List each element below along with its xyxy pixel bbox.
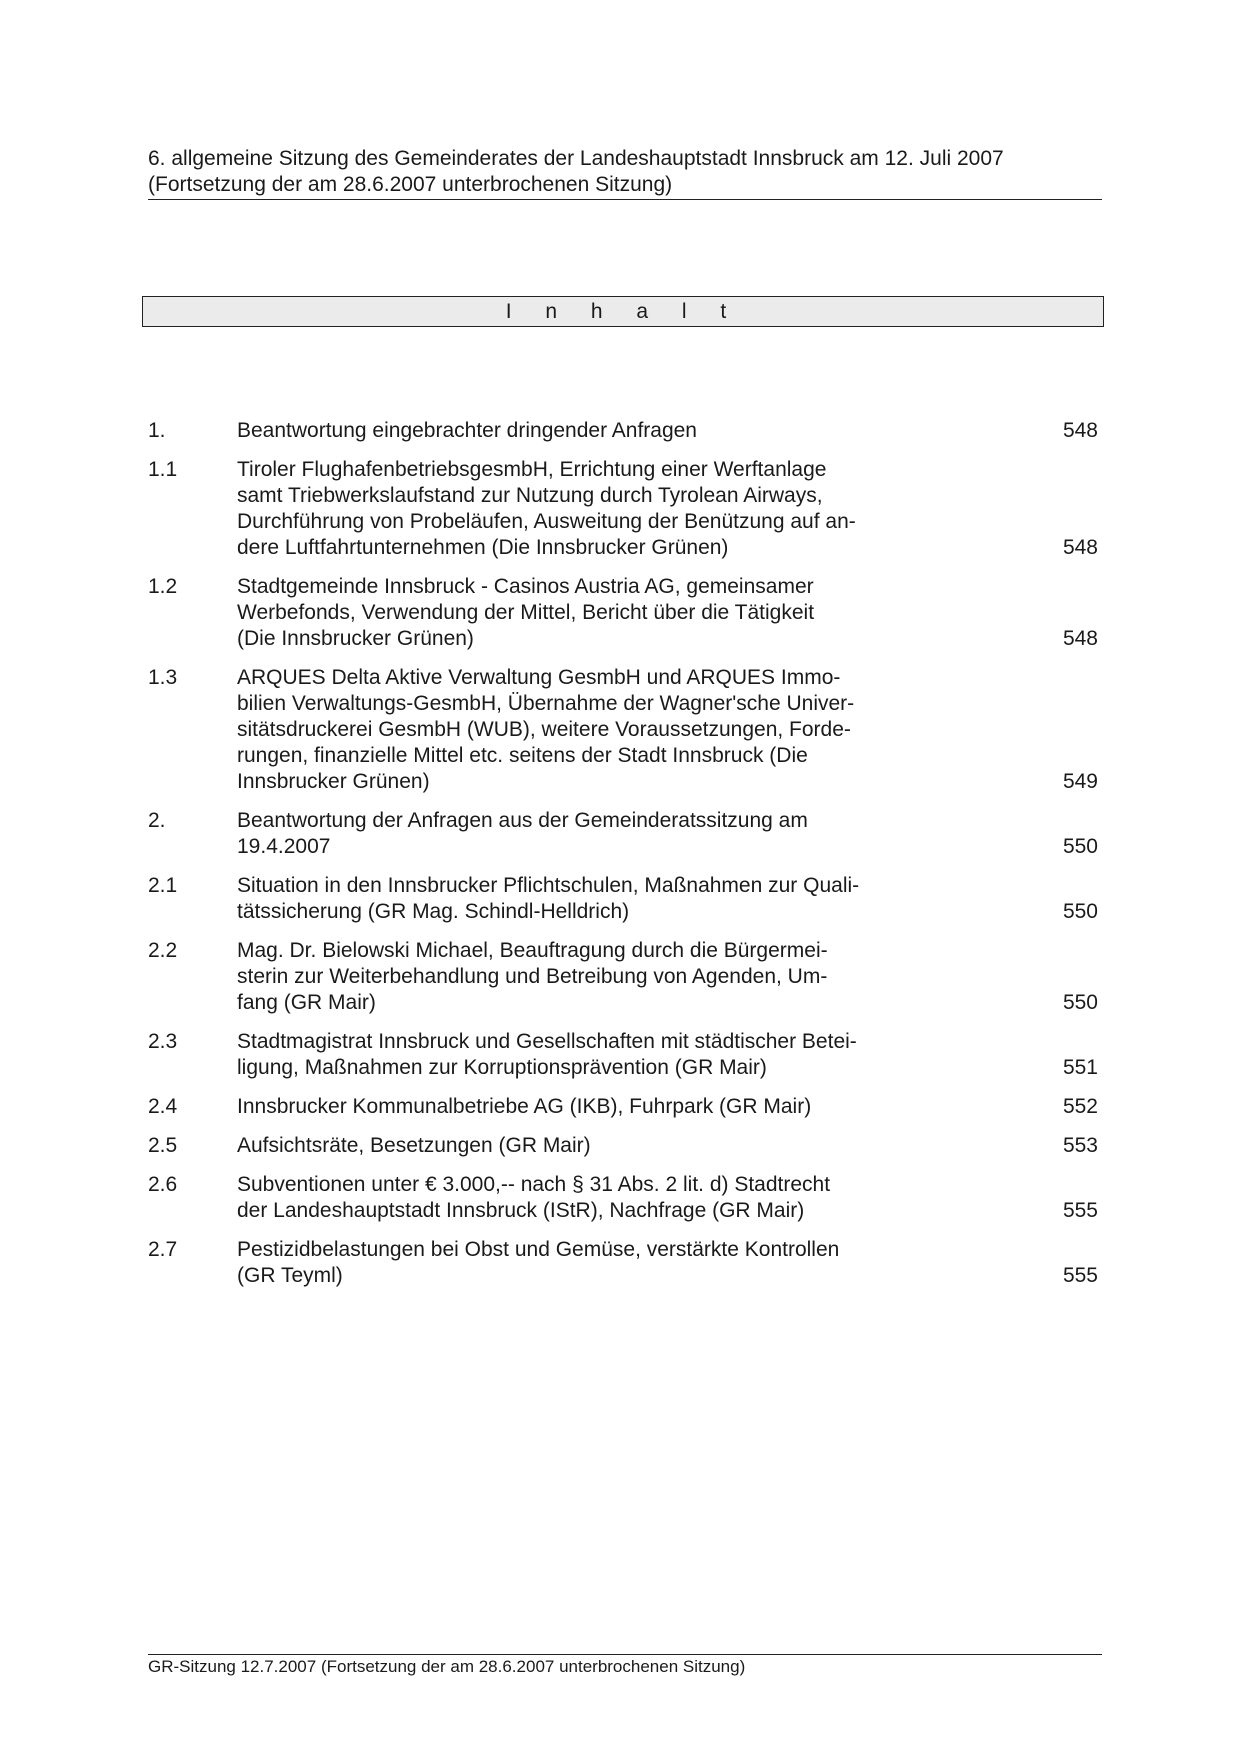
toc-entry-number: 2.4: [148, 1095, 178, 1118]
toc-entry-number: 1.1: [148, 458, 178, 481]
toc-entry: [148, 574, 1098, 652]
header-title: 6. allgemeine Sitzung des Gemeinderates der Landeshauptstadt Innsbruck am 12. Juli 2007: [148, 147, 1004, 170]
toc-entry-number: 2.7: [148, 1238, 178, 1261]
toc-entry-title-line: sterin zur Weiterbehandlung und Betreibung von Agenden, Um-: [237, 965, 828, 988]
toc-entry-number: 2.1: [148, 874, 178, 897]
toc-entry-page: 553: [1062, 1134, 1098, 1157]
toc-entry: [148, 457, 1098, 561]
toc-entry-title: [237, 1172, 937, 1224]
document-header: [148, 146, 1102, 200]
toc-entry-title-line: Aufsichtsräte, Besetzungen (GR Mair): [237, 1134, 591, 1157]
toc-entry-title-line: Beantwortung eingebrachter dringender Anfragen: [237, 419, 697, 442]
toc-entry-title-line: Innsbrucker Kommunalbetriebe AG (IKB), Fuhrpark (GR Mair): [237, 1095, 812, 1118]
toc-entry-title: [237, 1237, 937, 1289]
toc-entry-title: [237, 1133, 937, 1159]
toc-entry-number: 2.6: [148, 1173, 178, 1196]
toc-entry-title: [237, 808, 937, 860]
toc-entry-number: 2.3: [148, 1030, 178, 1053]
toc-entry: [148, 1029, 1098, 1081]
toc-entry-title: [237, 574, 937, 652]
toc-entry-title-line: Durchführung von Probeläufen, Ausweitung der Benützung auf an-: [237, 510, 856, 533]
toc-entry-title-line: Innsbrucker Grünen): [237, 770, 430, 793]
toc-entry-title-line: Stadtmagistrat Innsbruck und Gesellschaften mit städtischer Betei-: [237, 1030, 857, 1053]
toc-entry-page: 548: [1062, 536, 1098, 559]
toc-entry-title-line: Pestizidbelastungen bei Obst und Gemüse, verstärkte Kontrollen: [237, 1238, 840, 1261]
toc-entry-title-line: 19.4.2007: [237, 835, 331, 858]
toc-entry-page: 550: [1062, 900, 1098, 923]
toc-entry-page: 555: [1062, 1199, 1098, 1222]
toc-entry: [148, 873, 1098, 925]
toc-entry-title: [237, 873, 937, 925]
toc-entry-title-line: tätssicherung (GR Mag. Schindl-Helldrich): [237, 900, 630, 923]
toc-entry: [148, 1133, 1098, 1159]
toc-entry-title-line: Situation in den Innsbrucker Pflichtschulen, Maßnahmen zur Quali-: [237, 874, 860, 897]
toc-entry: [148, 665, 1098, 795]
toc-entry-page: 548: [1062, 627, 1098, 650]
toc-entry: [148, 418, 1098, 444]
toc-entry-page: 555: [1062, 1264, 1098, 1287]
toc-entry-title-line: Mag. Dr. Bielowski Michael, Beauftragung durch die Bürgermei-: [237, 939, 828, 962]
toc-entry-title: [237, 938, 937, 1016]
toc-entry: [148, 808, 1098, 860]
toc-entry-title-line: fang (GR Mair): [237, 991, 376, 1014]
toc-entry-page: 550: [1062, 991, 1098, 1014]
toc-entry-number: 1.: [148, 419, 166, 442]
toc-entry-page: 551: [1062, 1056, 1098, 1079]
toc-entry-title: [237, 1029, 937, 1081]
toc-entry-title: [237, 665, 937, 795]
toc-entry-page: 549: [1062, 770, 1098, 793]
toc-entry: [148, 938, 1098, 1016]
header-subtitle: (Fortsetzung der am 28.6.2007 unterbrochenen Sitzung): [148, 173, 673, 196]
toc-entry-title: [237, 418, 937, 444]
page-footer: GR-Sitzung 12.7.2007 (Fortsetzung der am 28.6.2007 unterbrochenen Sitzung): [148, 1654, 1102, 1678]
toc-entry-title: [237, 457, 937, 561]
toc-entry-page: 548: [1062, 419, 1098, 442]
contents-heading: I n h a l t: [505, 300, 741, 323]
toc-entry-title-line: dere Luftfahrtunternehmen (Die Innsbrucker Grünen): [237, 536, 729, 559]
toc-entry-title-line: ligung, Maßnahmen zur Korruptionsprävention (GR Mair): [237, 1056, 767, 1079]
toc-entry-title-line: der Landeshauptstadt Innsbruck (IStR), Nachfrage (GR Mair): [237, 1199, 805, 1222]
toc-entry-title-line: (GR Teyml): [237, 1264, 343, 1287]
toc-entry-title-line: samt Triebwerkslaufstand zur Nutzung durch Tyrolean Airways,: [237, 484, 823, 507]
toc-entry-title-line: Beantwortung der Anfragen aus der Gemeinderatssitzung am: [237, 809, 808, 832]
toc-entry: [148, 1172, 1098, 1224]
toc-entry: [148, 1094, 1098, 1120]
table-of-contents: [148, 418, 1098, 1302]
toc-entry-title-line: rungen, finanzielle Mittel etc. seitens der Stadt Innsbruck (Die: [237, 744, 808, 767]
toc-entry-title-line: (Die Innsbrucker Grünen): [237, 627, 474, 650]
toc-entry-title-line: Tiroler FlughafenbetriebsgesmbH, Errichtung einer Werftanlage: [237, 458, 827, 481]
contents-heading-box: [142, 296, 1104, 327]
toc-entry-title-line: bilien Verwaltungs-GesmbH, Übernahme der Wagner'sche Univer-: [237, 692, 855, 715]
toc-entry-title-line: Werbefonds, Verwendung der Mittel, Bericht über die Tätigkeit: [237, 601, 815, 624]
toc-entry-title-line: sitätsdruckerei GesmbH (WUB), weitere Voraussetzungen, Forde-: [237, 718, 851, 741]
toc-entry-page: 552: [1062, 1095, 1098, 1118]
toc-entry-number: 1.3: [148, 666, 178, 689]
toc-entry-title-line: ARQUES Delta Aktive Verwaltung GesmbH und ARQUES Immo-: [237, 666, 841, 689]
toc-entry-number: 2.2: [148, 939, 178, 962]
toc-entry-number: 2.5: [148, 1134, 178, 1157]
toc-entry-title-line: Subventionen unter € 3.000,-- nach § 31 Abs. 2 lit. d) Stadtrecht: [237, 1173, 831, 1196]
toc-entry-page: 550: [1062, 835, 1098, 858]
toc-entry-number: 2.: [148, 809, 166, 832]
toc-entry: [148, 1237, 1098, 1289]
toc-entry-title: [237, 1094, 937, 1120]
toc-entry-number: 1.2: [148, 575, 178, 598]
toc-entry-title-line: Stadtgemeinde Innsbruck - Casinos Austria AG, gemeinsamer: [237, 575, 814, 598]
